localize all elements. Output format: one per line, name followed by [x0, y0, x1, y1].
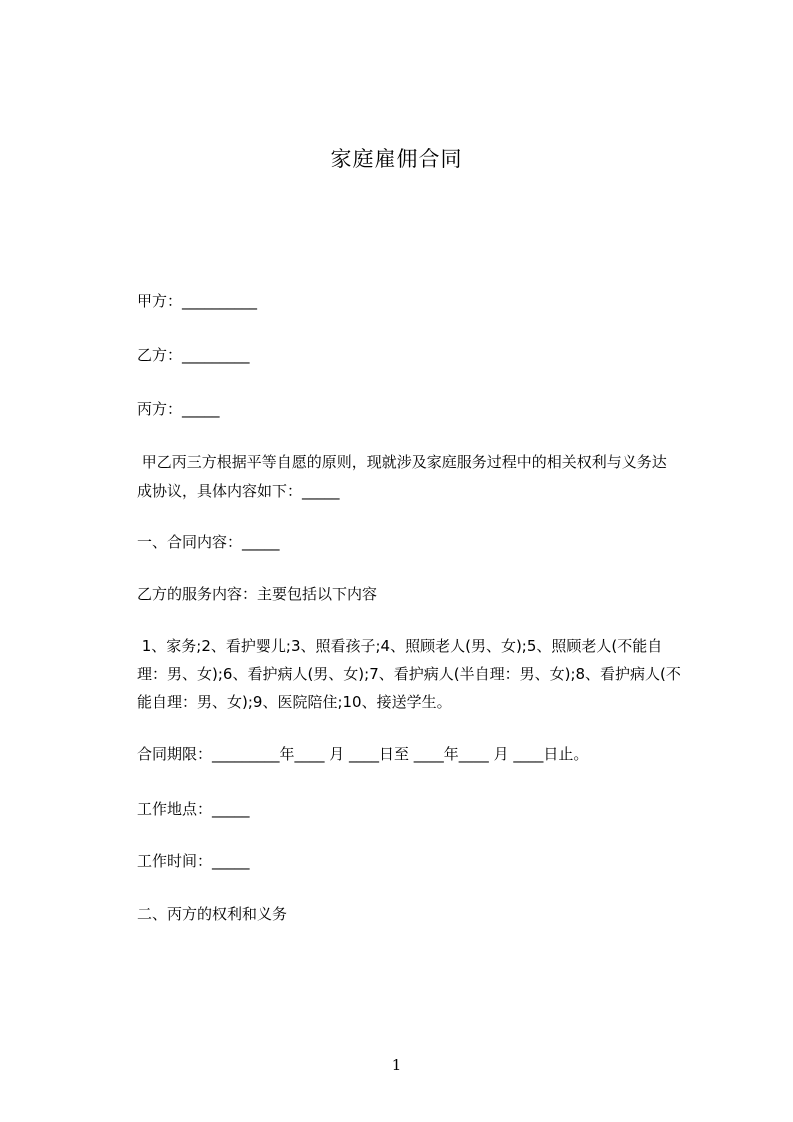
document-title: 家庭雇佣合同 — [330, 147, 463, 171]
party-b-line: 乙方：_________ — [137, 346, 250, 364]
intro-line-2: 成协议，具体内容如下：_____ — [137, 482, 340, 500]
work-place-line: 工作地点：_____ — [137, 800, 250, 818]
party-c-line: 丙方：_____ — [137, 400, 220, 418]
service-heading: 乙方的服务内容：主要包括以下内容 — [137, 585, 378, 603]
work-time-line: 工作时间：_____ — [137, 852, 250, 870]
party-a-line: 甲方：__________ — [137, 292, 258, 310]
section1-heading: 一、合同内容：_____ — [137, 533, 280, 551]
intro-line-1: 甲乙丙三方根据平等自愿的原则，现就涉及家庭服务过程中的相关权利与义务达 — [137, 453, 667, 471]
contract-term-line: 合同期限：_________年____ 月 ____日至 ____年____ 月 ____日止。 — [137, 745, 589, 763]
service-list-line-1: 1、家务;2、看护婴儿;3、照看孩子;4、照顾老人(男、女);5、照顾老人(不能自 — [137, 637, 663, 655]
section2-heading: 二、丙方的权利和义务 — [137, 905, 288, 923]
page-number: 1 — [391, 1056, 402, 1074]
service-list-line-2: 理：男、女);6、看护病人(男、女);7、看护病人(半自理：男、女);8、看护病人(不 — [137, 665, 681, 683]
service-list-line-3: 能自理：男、女);9、医院陪住;10、接送学生。 — [137, 693, 452, 711]
